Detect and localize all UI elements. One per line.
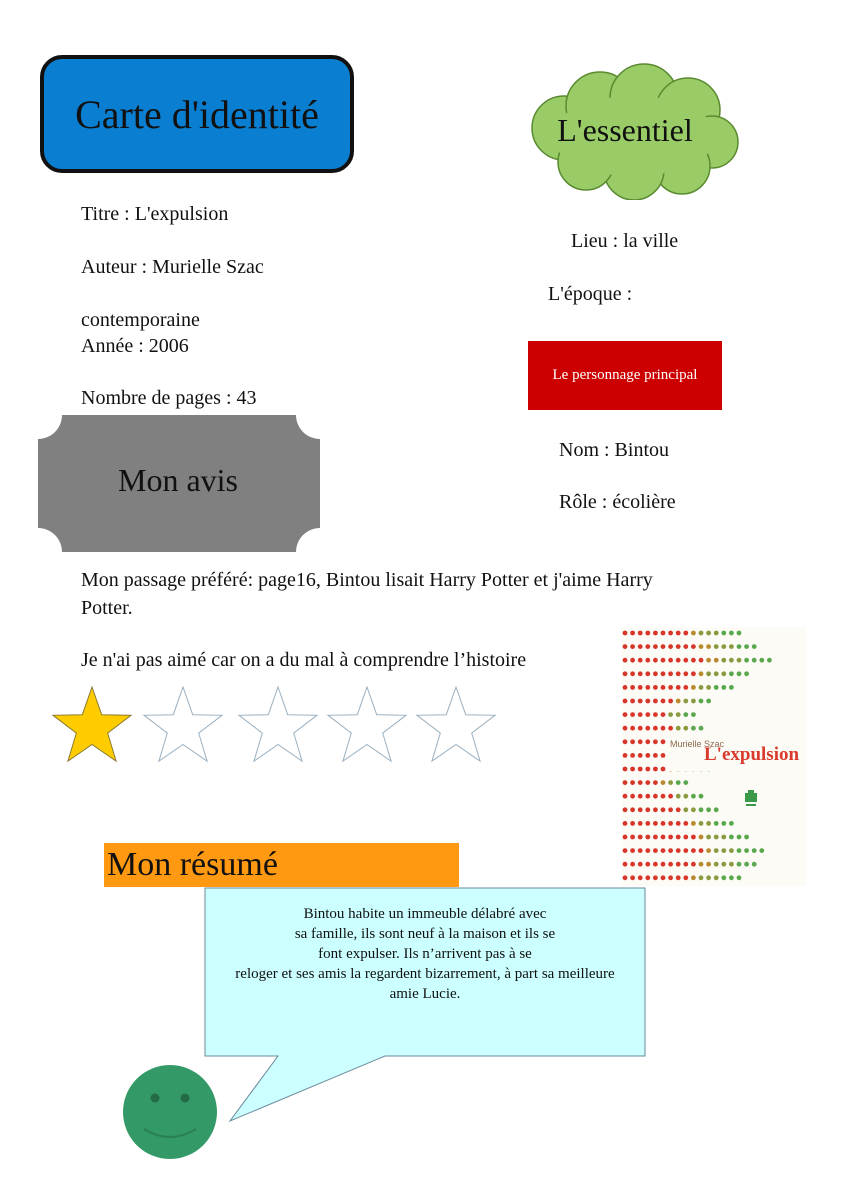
cover-dot (653, 848, 658, 853)
cover-dot (699, 835, 704, 840)
cover-dot (630, 875, 635, 880)
cover-dot (638, 753, 643, 758)
cover-dot (638, 862, 643, 867)
star-filled-icon (53, 687, 131, 761)
cover-dot (638, 835, 643, 840)
cover-dot (630, 862, 635, 867)
cover-dot (721, 875, 726, 880)
cover-dot (661, 821, 666, 826)
cover-dot (668, 780, 673, 785)
cover-dot (744, 644, 749, 649)
cover-dot (630, 753, 635, 758)
cover-dot (668, 712, 673, 717)
cover-dot (699, 794, 704, 799)
resume-line: reloger et ses amis la regardent bizarrement, à part sa meilleure (235, 966, 615, 982)
cover-dot (630, 767, 635, 772)
cover-dot (638, 848, 643, 853)
cover-dot (676, 794, 681, 799)
cover-dot (721, 862, 726, 867)
cover-dot (691, 848, 696, 853)
cover-dot (737, 671, 742, 676)
cover-dot (668, 807, 673, 812)
cover-dot (630, 848, 635, 853)
cover-dot (645, 644, 650, 649)
cover-dot (668, 644, 673, 649)
cover-dot (623, 739, 628, 744)
cover-dot (645, 631, 650, 636)
star-empty-icon (328, 687, 406, 761)
author-line: Auteur : Murielle Szac (81, 256, 264, 278)
cover-author: Murielle Szac (670, 739, 725, 749)
cover-title: L'expulsion (704, 744, 800, 765)
cover-dot (630, 780, 635, 785)
cover-dot (661, 658, 666, 663)
cover-dot (661, 875, 666, 880)
cover-dot (645, 794, 650, 799)
cover-dot (737, 658, 742, 663)
cover-dot (676, 726, 681, 731)
cover-dot (699, 807, 704, 812)
cover-dot (653, 631, 658, 636)
cover-dot (630, 685, 635, 690)
cover-dot (638, 739, 643, 744)
cover-dot (630, 658, 635, 663)
cover-dot (630, 671, 635, 676)
cover-dot (744, 658, 749, 663)
cover-dot (623, 631, 628, 636)
cover-dot (645, 807, 650, 812)
cover-dot (645, 767, 650, 772)
cover-dot (623, 753, 628, 758)
cover-dot (645, 875, 650, 880)
cover-dot (706, 644, 711, 649)
cover-dot (653, 835, 658, 840)
star-empty-icon (417, 687, 495, 761)
cover-dot (676, 644, 681, 649)
cover-dot (645, 658, 650, 663)
cover-dot (645, 699, 650, 704)
cover-dot (653, 862, 658, 867)
cover-dot (699, 644, 704, 649)
cover-dot (714, 671, 719, 676)
cover-dot (706, 631, 711, 636)
cover-dot (721, 848, 726, 853)
cover-dot (683, 862, 688, 867)
cover-dot (737, 848, 742, 853)
cover-dot (714, 631, 719, 636)
cover-dot (645, 671, 650, 676)
cover-dot (653, 671, 658, 676)
cover-dot (676, 835, 681, 840)
identity-heading-box (40, 55, 354, 173)
resume-heading-box (104, 843, 459, 887)
cover-dot (699, 726, 704, 731)
cover-dot (691, 658, 696, 663)
cover-dot (623, 671, 628, 676)
cover-dot (623, 644, 628, 649)
cover-dot (729, 671, 734, 676)
cover-dot (676, 821, 681, 826)
cover-dot (623, 780, 628, 785)
cover-dot (706, 671, 711, 676)
cover-dot (645, 712, 650, 717)
cover-dot (706, 875, 711, 880)
cover-dot (630, 712, 635, 717)
cover-dot (630, 726, 635, 731)
cover-dot (676, 875, 681, 880)
cover-dot (691, 875, 696, 880)
cover-dot (699, 658, 704, 663)
cover-dot (645, 726, 650, 731)
cover-dot (714, 862, 719, 867)
cover-dot (645, 848, 650, 853)
cover-dot (706, 862, 711, 867)
cover-dot (653, 726, 658, 731)
cover-dot (638, 794, 643, 799)
cover-dot (683, 807, 688, 812)
cover-dot (638, 671, 643, 676)
cover-dot (714, 821, 719, 826)
passage-line-1: Mon passage préféré: page16, Bintou lisait Harry Potter et j'aime Harry (81, 569, 653, 591)
cover-dot (759, 658, 764, 663)
cover-dot (661, 644, 666, 649)
cover-dot (752, 848, 757, 853)
cover-dot (630, 794, 635, 799)
cover-dot (691, 699, 696, 704)
year-line: Année : 2006 (81, 335, 189, 357)
cover-dot (653, 807, 658, 812)
cover-dot (683, 726, 688, 731)
cover-dot (691, 794, 696, 799)
cover-dot (744, 835, 749, 840)
cover-dot (706, 807, 711, 812)
cover-dot (676, 699, 681, 704)
cover-dot (706, 848, 711, 853)
cover-dot (668, 685, 673, 690)
cover-dot (714, 875, 719, 880)
cover-dot (653, 821, 658, 826)
cover-dot (623, 699, 628, 704)
cover-dot (721, 685, 726, 690)
cover-dot (729, 658, 734, 663)
cover-dot (737, 862, 742, 867)
resume-line: sa famille, ils sont neuf à la maison et ils se (294, 926, 556, 942)
cover-dot (623, 726, 628, 731)
cover-dot (668, 821, 673, 826)
cover-dot (630, 699, 635, 704)
cover-dot (676, 671, 681, 676)
cover-dot (676, 862, 681, 867)
cover-dot (683, 631, 688, 636)
cover-dot (683, 875, 688, 880)
cover-dot (721, 821, 726, 826)
cover-dot (661, 794, 666, 799)
cover-dot (653, 685, 658, 690)
cover-dot (752, 658, 757, 663)
cover-dot (668, 726, 673, 731)
cover-dot (668, 658, 673, 663)
cover-dot (729, 862, 734, 867)
personnage-heading: Le personnage principal (552, 367, 698, 383)
cover-dot (661, 631, 666, 636)
cover-dot (653, 767, 658, 772)
cover-dot (623, 821, 628, 826)
cover-dot (661, 848, 666, 853)
cover-dot (699, 699, 704, 704)
personnage-heading-box (528, 341, 722, 410)
role-line: Rôle : écolière (559, 491, 676, 513)
opinion-line: Je n'ai pas aimé car on a du mal à comprendre l’histoire (81, 649, 527, 671)
cover-dot (676, 780, 681, 785)
cover-dot (714, 807, 719, 812)
cover-dot (623, 807, 628, 812)
cover-dot (638, 767, 643, 772)
cover-dot (661, 780, 666, 785)
star-empty-icon (144, 687, 222, 761)
cover-dot (623, 848, 628, 853)
cover-dot (683, 699, 688, 704)
cover-dot (744, 862, 749, 867)
cover-dot (676, 658, 681, 663)
cover-dot (737, 835, 742, 840)
cover-dot (737, 644, 742, 649)
cover-dot (623, 712, 628, 717)
cover-dot (683, 712, 688, 717)
cover-dot (676, 631, 681, 636)
cover-dot (737, 875, 742, 880)
cover-dot (668, 875, 673, 880)
cover-dot (759, 848, 764, 853)
resume-line: Bintou habite un immeuble délabré avec (303, 906, 547, 922)
passage-line-2: Potter. (81, 597, 133, 619)
resume-line: amie Lucie. (389, 986, 461, 1002)
cover-dot (699, 862, 704, 867)
cover-dot (623, 835, 628, 840)
cover-dot (668, 699, 673, 704)
cover-dot (668, 794, 673, 799)
cover-dot (683, 821, 688, 826)
cover-dot (683, 794, 688, 799)
cover-dot (721, 671, 726, 676)
cover-dot (638, 875, 643, 880)
cover-dot (668, 848, 673, 853)
cover-dot (638, 699, 643, 704)
cover-dot (668, 631, 673, 636)
cover-dot (729, 644, 734, 649)
cover-dot (714, 644, 719, 649)
cover-dot (653, 658, 658, 663)
cover-dot (683, 644, 688, 649)
cover-dot (683, 671, 688, 676)
star-empty-icon (239, 687, 317, 761)
cover-dot (691, 835, 696, 840)
cover-dot (691, 807, 696, 812)
resume-heading: Mon résumé (107, 846, 278, 883)
avis-heading: Mon avis (118, 462, 238, 498)
cover-dot (653, 644, 658, 649)
cover-dot (752, 644, 757, 649)
cover-dot (706, 821, 711, 826)
lieu-line: Lieu : la ville (571, 230, 679, 252)
cover-dot (630, 821, 635, 826)
cover-dot (638, 807, 643, 812)
cover-dot (676, 685, 681, 690)
title-line: Titre : L'expulsion (81, 203, 229, 225)
cover-dot (645, 862, 650, 867)
cover-dot (623, 658, 628, 663)
epoque-line: L'époque : (548, 283, 633, 305)
smiley-face-icon (122, 1063, 218, 1161)
cover-dot (645, 835, 650, 840)
cover-dot (729, 848, 734, 853)
cover-dot (691, 685, 696, 690)
cover-dot (653, 699, 658, 704)
pages-line: Nombre de pages : 43 (81, 387, 257, 409)
cover-dot (645, 780, 650, 785)
cover-dot (630, 631, 635, 636)
cover-dot (706, 658, 711, 663)
cover-dot (729, 821, 734, 826)
cover-dot (699, 848, 704, 853)
cover-dot (638, 726, 643, 731)
cover-dot (661, 685, 666, 690)
cover-dot (691, 671, 696, 676)
cover-dot (630, 807, 635, 812)
cover-dot (721, 658, 726, 663)
cover-dot (683, 848, 688, 853)
resume-line: font expulser. Ils n’arrivent pas à se (318, 946, 532, 962)
cover-dot (691, 862, 696, 867)
cover-dot (668, 835, 673, 840)
cover-dot (714, 835, 719, 840)
cover-dot (623, 794, 628, 799)
cover-dot (638, 780, 643, 785)
cover-dot (645, 753, 650, 758)
cover-dot (699, 685, 704, 690)
cover-dot (653, 753, 658, 758)
cover-dot (623, 685, 628, 690)
cover-dot (721, 644, 726, 649)
cover-dot (653, 712, 658, 717)
cover-dot (661, 767, 666, 772)
cover-dot (729, 875, 734, 880)
cover-dot (767, 658, 772, 663)
cover-dot (744, 848, 749, 853)
cover-dot (683, 658, 688, 663)
essentiel-heading: L'essentiel (557, 112, 693, 148)
cover-dot (706, 835, 711, 840)
cover-dot (661, 699, 666, 704)
cover-dot (737, 631, 742, 636)
publisher-logo-icon (743, 789, 759, 807)
cover-dot (661, 753, 666, 758)
cover-dot (752, 862, 757, 867)
cover-dot (668, 862, 673, 867)
cover-dot (691, 644, 696, 649)
cover-dot (676, 848, 681, 853)
cover-dot (729, 835, 734, 840)
cover-dot (668, 671, 673, 676)
cover-dot (661, 671, 666, 676)
cover-dot (653, 875, 658, 880)
cover-dot (630, 739, 635, 744)
cover-dot (699, 671, 704, 676)
cover-dot (714, 685, 719, 690)
cover-dot (661, 807, 666, 812)
cover-dot (661, 739, 666, 744)
cover-dot (691, 712, 696, 717)
cover-dot (691, 726, 696, 731)
cover-dot (645, 685, 650, 690)
cover-dot (623, 875, 628, 880)
cover-dot (699, 821, 704, 826)
cover-dot (691, 631, 696, 636)
cover-dot (729, 631, 734, 636)
cover-dot (623, 767, 628, 772)
cover-dot (661, 862, 666, 867)
nom-line: Nom : Bintou (559, 439, 670, 461)
cover-dot (638, 712, 643, 717)
star-rating (50, 683, 502, 767)
cover-dot (638, 658, 643, 663)
cover-dot (676, 712, 681, 717)
cover-dot (645, 739, 650, 744)
cover-dot (638, 644, 643, 649)
cover-dot (729, 685, 734, 690)
identity-heading: Carte d'identité (75, 91, 319, 137)
cover-dot (638, 685, 643, 690)
resume-text (205, 904, 645, 1004)
cover-dot (706, 699, 711, 704)
cover-dot (653, 780, 658, 785)
cover-dot (630, 835, 635, 840)
cover-dot (676, 807, 681, 812)
cover-dot (714, 848, 719, 853)
cover-dot (653, 739, 658, 744)
cover-dot (706, 685, 711, 690)
cover-dot (638, 631, 643, 636)
cover-dot (721, 631, 726, 636)
cover-dot (630, 644, 635, 649)
cover-dot (645, 821, 650, 826)
cover-dot (683, 780, 688, 785)
cover-dot (623, 862, 628, 867)
cover-dot (661, 835, 666, 840)
cover-dot (661, 712, 666, 717)
cover-dot (721, 835, 726, 840)
cover-dot (683, 685, 688, 690)
genre-line: contemporaine (81, 309, 200, 331)
cover-dot (638, 821, 643, 826)
cover-dot (744, 671, 749, 676)
cover-dot (691, 821, 696, 826)
cover-dot (714, 658, 719, 663)
cover-dot (699, 631, 704, 636)
cover-dot (661, 726, 666, 731)
cover-dot (699, 875, 704, 880)
cover-dot (683, 835, 688, 840)
cover-dot (653, 794, 658, 799)
